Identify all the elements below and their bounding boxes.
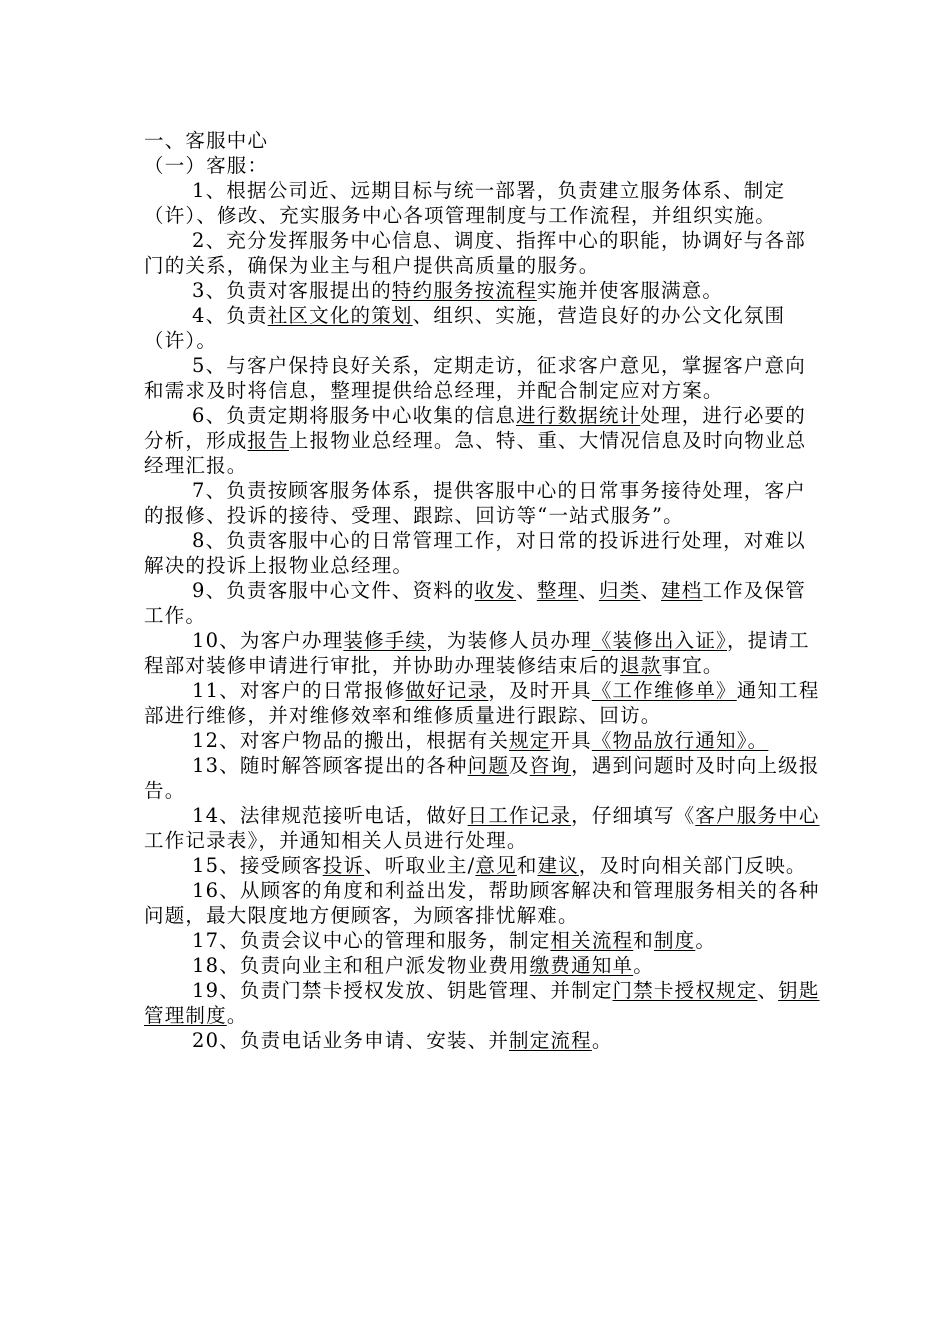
duty-item (144, 578, 824, 628)
underlined-text: 钥匙管理制度 (144, 979, 820, 1027)
duty-item (144, 728, 824, 753)
duty-text: 事宜。 (661, 654, 724, 677)
duty-text: 6、负责定期将服务中心收集的信息 (192, 404, 517, 427)
duty-text: ，为装修人员办理 (426, 629, 592, 652)
duty-text: 20、负责电话业务申请、安装、并 (192, 1029, 510, 1052)
duty-text: 工作记录表》，并通知相关人员进行处理。 (144, 829, 528, 852)
underlined-text: 规定 (509, 729, 551, 752)
duty-text: 4、负责 (192, 304, 268, 327)
duty-text: 、 (578, 579, 599, 602)
duty-text: 工作及保管工作。 (144, 579, 806, 627)
underlined-text: 咨询 (529, 754, 572, 777)
duty-text: 2、充分发挥服务中心信息、调度、指挥中心的职能，协调好与各部门的关系，确保为业主与租户提供高质量的服务。 (144, 229, 806, 277)
underlined-text: 投诉 (322, 854, 365, 877)
duty-item (144, 803, 824, 853)
underlined-text: 归类 (598, 579, 641, 602)
duty-text: 和 (516, 854, 538, 877)
duty-item (144, 628, 824, 678)
duty-item (144, 678, 824, 728)
duty-item (144, 353, 824, 403)
duty-text: 实施并使客服满意。 (536, 279, 724, 302)
duty-text: 、 (516, 579, 537, 602)
underlined-text: 日工作记录 (467, 804, 572, 827)
duty-text: 通知工程部进行维修，并对维修效率和维修质量进行跟踪、回访。 (144, 679, 820, 727)
duty-text: ，遇到问题时及时向上级报告。 (144, 754, 820, 802)
duty-text: 9、负责客服中心文件、资料的 (192, 579, 475, 602)
subsection-heading: （一）客服： (144, 154, 269, 177)
duty-item (144, 478, 824, 528)
duty-text: 上报物业总经理。急、特、重、大情况信息及时向物业总经理汇报。 (144, 429, 807, 477)
duty-item (144, 953, 824, 978)
duty-item (144, 878, 824, 928)
underlined-text: 报告 (247, 429, 289, 452)
duty-text: 、听取业主/ (364, 854, 476, 877)
duty-text: 15、接受顾客 (192, 854, 323, 877)
underlined-text: 门禁卡授权规定 (612, 979, 758, 1002)
duty-text: 13、随时解答顾客提出的各种 (192, 754, 468, 777)
duty-item (144, 928, 824, 953)
duty-text: 10、为客户办理 (192, 629, 344, 652)
duty-item (144, 1028, 824, 1053)
section-heading: 一、客服中心 (144, 129, 269, 152)
underlined-text: 《工作维修单》 (591, 679, 737, 702)
underlined-text: 《物品放行通知》。 (591, 729, 769, 752)
underlined-text: 收发 (474, 579, 517, 602)
duty-text: 8、负责客服中心的日常管理工作，对日常的投诉进行处理，对难以解决的投诉上报物业总经理。 (144, 529, 806, 577)
underlined-text: 社区文化的策划 (267, 304, 413, 327)
underlined-text: 做好记录 (405, 679, 489, 702)
underlined-text: 进行数据统计 (516, 404, 641, 427)
underlined-text: 《装修出入证》 (591, 629, 727, 652)
duty-text: ，提请工程部对装修申请进行审批，并协助办理装修结束后的 (144, 629, 810, 677)
duty-text: 及 (509, 754, 530, 777)
duty-text: 和 (633, 929, 654, 952)
duty-text: 18、负责向业主和租户派发物业费用 (192, 954, 530, 977)
duty-text: 3、负责对客服提出的 (192, 279, 392, 302)
underlined-text: 退款 (620, 654, 662, 677)
duty-text: 5、与客户保持良好关系，定期走访，征求客户意见，掌握客户意向和需求及时将信息，整理提供给总经理，并配合制定应对方案。 (144, 354, 806, 402)
underlined-text: 整理 (536, 579, 579, 602)
duty-text: 开具 (550, 729, 592, 752)
duty-text: 、 (640, 579, 662, 602)
underlined-text: 制度 (653, 929, 696, 952)
underlined-text: 特约服务按流程 (391, 279, 537, 302)
underlined-text: 客户服务中心 (695, 804, 820, 827)
duty-item (144, 753, 824, 803)
duty-item (144, 178, 824, 228)
underlined-text: 相关流程 (550, 929, 634, 952)
duty-list (144, 178, 824, 1053)
duty-text: 7、负责按顾客服务体系，提供客服中心的日常事务接待处理，客户的报修、投诉的接待、受理、跟踪、回访等“一站式服务”。 (144, 479, 806, 527)
duty-text: 17、负责会议中心的管理和服务，制定 (192, 929, 551, 952)
duty-text: 11、对客户的日常报修 (192, 679, 406, 702)
underlined-text: 问题 (467, 754, 510, 777)
duty-text: 、 (757, 979, 779, 1002)
underlined-text: 制定流程 (509, 1029, 592, 1052)
underlined-text: 意见 (475, 854, 517, 877)
underlined-text: 装修手续 (343, 629, 427, 652)
duty-text: 。 (591, 1029, 613, 1052)
duty-item (144, 528, 824, 578)
duty-text: 。 (695, 929, 717, 952)
duty-text: 1、根据公司近、远期目标与统一部署，负责建立服务体系、制定（许）、修改、充实服务中心各项管理制度与工作流程，并组织实施。 (144, 179, 786, 227)
underlined-text: 缴费通知单 (529, 954, 634, 977)
duty-item (144, 303, 824, 353)
duty-item (144, 403, 824, 478)
duty-text: 。 (633, 954, 654, 977)
duty-text: 16、从顾客的角度和利益出发，帮助顾客解决和管理服务相关的各种问题，最大限度地方便顾客，为顾客排忧解难。 (144, 879, 820, 927)
duty-item (144, 228, 824, 278)
duty-text: 19、负责门禁卡授权发放、钥匙管理、并制定 (192, 979, 613, 1002)
underlined-text: 建议 (537, 854, 579, 877)
duty-text: 、组织、实施，营造良好的办公文化氛围（许）。 (144, 304, 786, 352)
duty-text: ，及时开具 (488, 679, 592, 702)
duty-text: ，及时向相关部门反映。 (578, 854, 807, 877)
duty-text: 12、对客户物品的搬出，根据有关 (192, 729, 510, 752)
duty-text: 14、法律规范接听电话，做好 (192, 804, 468, 827)
duty-text: 处理，进行必要的分析，形成 (144, 404, 806, 452)
duty-item (144, 978, 824, 1028)
duty-text: ，仔细填写《 (571, 804, 696, 827)
underlined-text: 建档 (661, 579, 703, 602)
document-body (144, 128, 824, 1053)
duty-text: 。 (226, 1004, 248, 1027)
duty-item (144, 278, 824, 303)
duty-item (144, 853, 824, 878)
